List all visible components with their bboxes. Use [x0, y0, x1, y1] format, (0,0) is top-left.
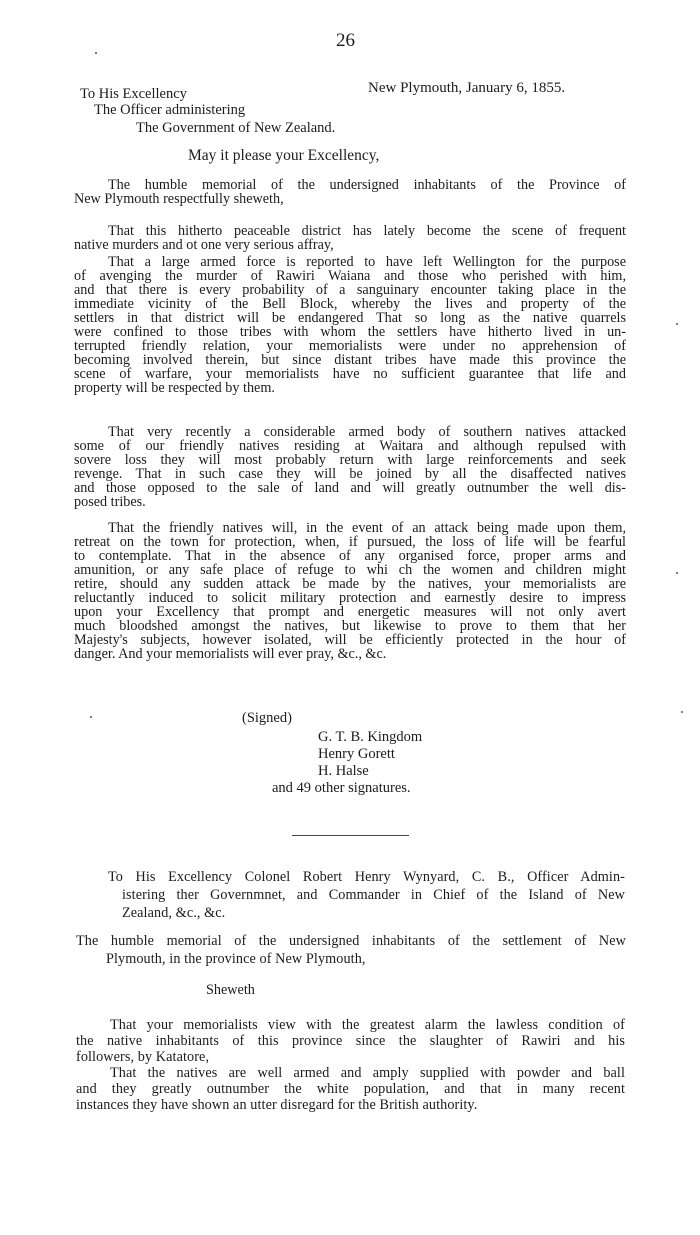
text-line: That this hitherto peaceable district has lately become the scene of frequent [108, 223, 626, 239]
text-line: To His Excellency Colonel Robert Henry Wynyard, C. B., Officer Admin- [108, 869, 625, 885]
text-line: upon your Excellency that prompt and energetic measures will not only avert [74, 604, 626, 620]
scan-speck [676, 572, 678, 574]
section-divider [292, 835, 409, 836]
address-line-1: To His Excellency [80, 86, 187, 102]
text-line: That very recently a considerable armed body of southern natives attacked [108, 424, 626, 440]
scan-speck [681, 711, 683, 713]
text-line: becoming involved therein, but since distant tribes have made this province the [74, 352, 626, 368]
salutation: May it please your Excellency, [188, 147, 380, 164]
memorial2-paragraph-1 [76, 1017, 625, 1065]
text-line: some of our friendly natives residing at Waitara and although repulsed with [74, 438, 626, 454]
text-line: terrupted friendly relation, your memorialists were under no apprehension of [74, 338, 626, 354]
text-line: native murders and ot one very serious affray, [74, 237, 334, 253]
text-line: Majesty's subjects, however isolated, will be efficiently protected in the hour of [74, 632, 626, 648]
text-line: Plymouth, in the province of New Plymouth, [106, 951, 366, 967]
text-line: That the friendly natives will, in the event of an attack being made upon them, [108, 520, 626, 536]
text-line: were confined to those tribes with whom the settlers have hitherto lived in un- [74, 324, 626, 340]
text-line: instances they have shown an utter disregard for the British authority. [76, 1097, 478, 1113]
text-line: followers, by Katatore, [76, 1049, 210, 1065]
text-line: amunition, or any safe place of refuge to whi ch the women and children might [74, 562, 626, 578]
text-line: immediate vicinity of the Bell Block, whereby the lives and property of the [74, 296, 626, 312]
text-line: and those opposed to the sale of land and will greatly outnumber the well dis- [74, 480, 626, 496]
text-line: retreat on the town for protection, when, if pursued, the loss of life will be fearful [74, 534, 626, 550]
signatory: G. T. B. Kingdom [318, 729, 423, 745]
scan-speck [90, 716, 92, 718]
memorial1-paragraph-3 [74, 425, 626, 509]
text-line: settlers in that district will be endangered That so long as the native quarrels [74, 310, 626, 326]
text-line: to contemplate. That in the absence of any organised force, proper arms and [74, 548, 626, 564]
dateline: New Plymouth, January 6, 1855. [368, 80, 566, 96]
text-line: istering ther Governmnet, and Commander in Chief of the Island of New [122, 887, 625, 903]
text-line: the native inhabitants of this province since the slaughter of Rawiri and his [76, 1033, 625, 1049]
address-line-3: The Government of New Zealand. [136, 120, 336, 136]
signed-label: (Signed) [242, 710, 292, 726]
text-line: That your memorialists view with the greatest alarm the lawless condition of [110, 1017, 625, 1033]
scan-speck [95, 52, 97, 54]
signatory: H. Halse [318, 763, 369, 779]
other-signatures: and 49 other signatures. [272, 780, 411, 796]
text-line: and that there is every probability of a sanguinary encounter taking place in the [74, 282, 626, 298]
text-line: of avenging the murder of Rawiri Waiana and those who perished with him, [74, 268, 626, 284]
scan-speck [676, 323, 678, 325]
text-line: scene of warfare, your memorialists have no sufficient guarantee that life and [74, 366, 626, 382]
text-line: property will be respected by them. [74, 380, 275, 396]
signatory: Henry Gorett [318, 746, 395, 762]
text-line: posed tribes. [74, 494, 146, 510]
address-line-2: The Officer administering [94, 102, 246, 118]
memorial1-paragraph-1 [74, 224, 626, 252]
memorial1-paragraph-4 [74, 521, 626, 661]
text-line: danger. And your memorialists will ever pray, &c., &c. [74, 646, 387, 662]
text-line: The humble memorial of the undersigned inhabitants of the Province of [108, 177, 626, 193]
text-line: Zealand, &c., &c. [122, 905, 226, 921]
text-line: much bloodshed amongst the natives, but likewise to prove to them that her [74, 618, 626, 634]
text-line: revenge. That in such case they will be joined by all the disaffected natives [74, 466, 626, 482]
text-line: That the natives are well armed and amply supplied with powder and ball [110, 1065, 625, 1081]
text-line: and they greatly outnumber the white population, and that in many recent [76, 1081, 625, 1097]
memorial2-intro [76, 932, 626, 968]
memorial2-address [108, 868, 625, 922]
page-number: 26 [336, 30, 355, 51]
text-line: reluctantly induced to solicit military protection and earnestly desire to impress [74, 590, 626, 606]
text-line: retire, should any sudden attack be made by the natives, your memorialists are [74, 576, 626, 592]
sheweth-heading: Sheweth [206, 982, 255, 998]
text-line: New Plymouth respectfully sheweth, [74, 191, 284, 207]
memorial1-intro [74, 178, 626, 206]
memorial2-paragraph-2 [76, 1065, 625, 1113]
text-line: sovere loss they will most probably return with large reinforcements and seek [74, 452, 626, 468]
text-line: The humble memorial of the undersigned inhabitants of the settlement of New [76, 933, 626, 949]
memorial1-paragraph-2 [74, 255, 626, 395]
text-line: That a large armed force is reported to have left Wellington for the purpose [108, 254, 626, 270]
